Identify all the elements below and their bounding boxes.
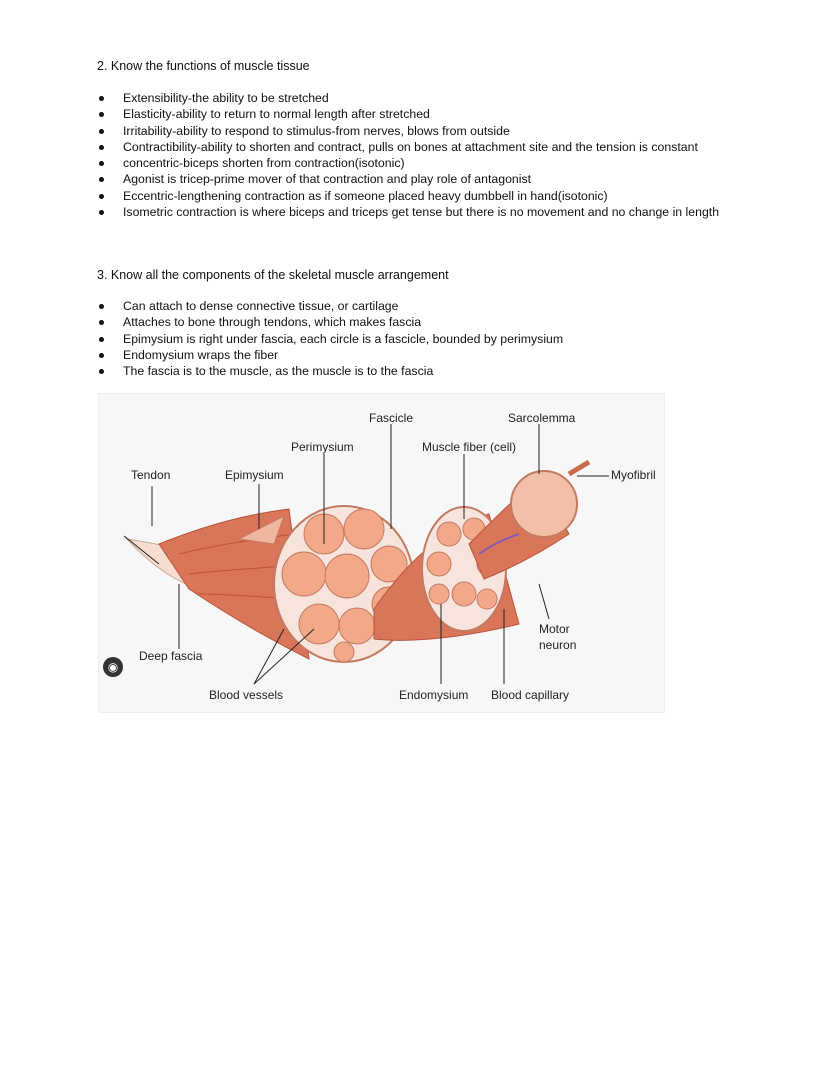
list-item: Isometric contraction is where biceps and triceps get tense but there is no movement and no change in length <box>97 204 747 220</box>
label-myofibril: Myofibril <box>611 468 656 482</box>
myofibril-rod <box>569 462 589 474</box>
muscle-illustration <box>99 394 664 712</box>
list-item: Epimysium is right under fascia, each circle is a fascicle, bounded by perimysium <box>97 331 747 347</box>
label-tendon: Tendon <box>131 468 171 482</box>
bullet-icon <box>99 145 104 150</box>
label-muscle-fiber: Muscle fiber (cell) <box>422 440 517 454</box>
bullet-icon <box>99 112 104 117</box>
list-item: Extensibility-the ability to be stretched <box>97 90 747 106</box>
list-item: Can attach to dense connective tissue, or cartilage <box>97 298 747 314</box>
bullet-icon <box>99 210 104 215</box>
label-epimysium: Epimysium <box>225 468 284 482</box>
bullet-icon <box>99 304 104 309</box>
bullet-icon <box>99 161 104 166</box>
label-blood-capillary: Blood capillary <box>491 688 570 702</box>
section-3-heading: 3. Know all the components of the skeletal muscle arrangement <box>97 268 449 282</box>
label-blood-vessels: Blood vessels <box>209 688 284 702</box>
list-item: Elasticity-ability to return to normal length after stretched <box>97 106 747 122</box>
list-item: Agonist is tricep-prime mover of that contraction and play role of antagonist <box>97 171 747 187</box>
label-endomysium: Endomysium <box>399 688 469 702</box>
label-neuron: neuron <box>539 638 577 652</box>
bullet-icon <box>99 320 104 325</box>
list-item: Endomysium wraps the fiber <box>97 347 747 363</box>
section-2-list <box>97 90 747 220</box>
list-item: The fascia is to the muscle, as the muscle is to the fascia <box>97 363 747 379</box>
bullet-icon <box>99 369 104 374</box>
label-sarcolemma: Sarcolemma <box>508 411 576 425</box>
label-perimysium: Perimysium <box>291 440 354 454</box>
list-item: Attaches to bone through tendons, which makes fascia <box>97 314 747 330</box>
bullet-icon <box>99 129 104 134</box>
bullet-icon <box>99 177 104 182</box>
bullet-icon <box>99 96 104 101</box>
label-motor: Motor <box>539 622 570 636</box>
bullet-icon <box>99 353 104 358</box>
label-fascicle: Fascicle <box>369 411 414 425</box>
bullet-icon <box>99 194 104 199</box>
label-deep-fascia: Deep fascia <box>139 649 203 663</box>
list-item: Contractibility-ability to shorten and contract, pulls on bones at attachment site and the tension is constant <box>97 139 747 155</box>
fiber-cross-section <box>511 471 577 537</box>
section-3-list <box>97 298 747 379</box>
list-item: concentric-biceps shorten from contraction(isotonic) <box>97 155 747 171</box>
muscle-diagram <box>98 393 665 713</box>
list-item: Eccentric-lengthening contraction as if someone placed heavy dumbbell in hand(isotonic) <box>97 188 747 204</box>
section-2-heading: 2. Know the functions of muscle tissue <box>97 59 310 73</box>
lens-search-icon[interactable]: ◉ <box>103 657 123 677</box>
list-item: Irritability-ability to respond to stimulus-from nerves, blows from outside <box>97 123 747 139</box>
bullet-icon <box>99 337 104 342</box>
